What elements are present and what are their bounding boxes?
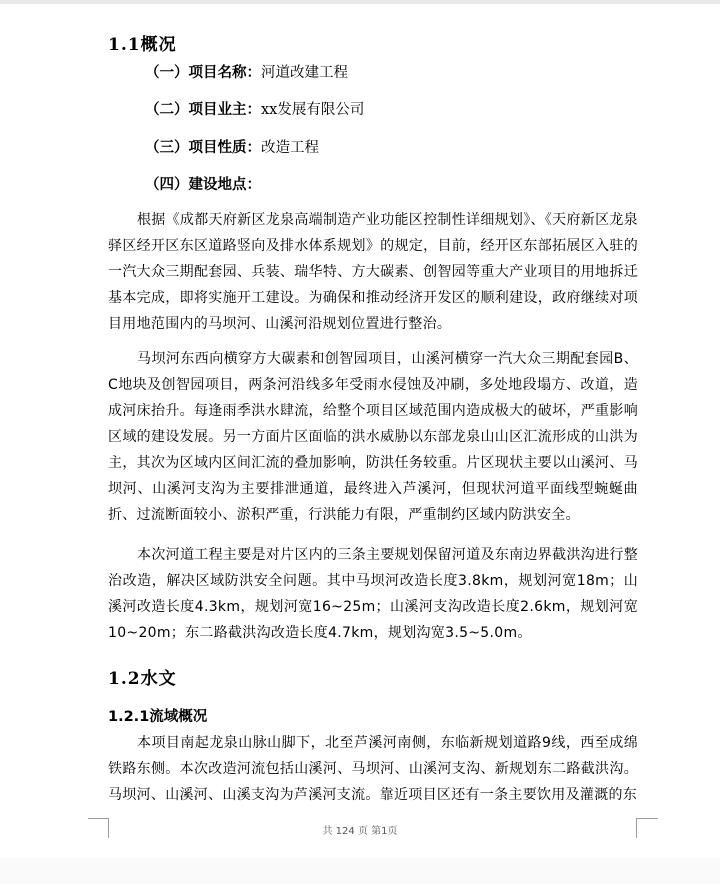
field-construction-site (145, 173, 261, 194)
margin-mark-right-h (636, 818, 658, 819)
paragraph-background: 根据《成都天府新区龙泉高端制造产业功能区控制性详细规划》、《天府新区龙泉驿区经开区东区道路竖向及排水体系规划》的规定，目前，经开区东部拓展区入驻的一汽大众三期配套园、兵装、瑞华特、方大碳素、创智园等重大产业项目的用地拆迁基本完成，即将实施开工建设。为确保和推动经济开发区的顺利建设，政府继续对项目用地范围内的马坝河、山溪河沿规划位置进行整治。 (108, 212, 638, 332)
field-label: （三）项目性质： (145, 139, 261, 156)
field-project-owner (145, 98, 364, 119)
field-project-nature (145, 136, 319, 157)
field-label: （四）建设地点： (145, 176, 261, 193)
subsection-title-basin: 1.2.1流域概况 (108, 709, 208, 725)
paragraph-river-status: 马坝河东西向横穿方大碳素和创智园项目，山溪河横穿一汽大众三期配套园B、C地块及创智园项目，两条河沿线多年受雨水侵蚀及冲刷，多处地段塌方、改道，造成河床抬升。每逢雨季洪水肆流，给整个项目区域范围内造成极大的破坏，严重影响区域的建设发展。另一方面片区面临的洪水威胁以东部龙泉山山区汇流形成的山洪为主，其次为区域内区间汇流的叠加影响，防洪任务较重。片区现状主要以山溪河、马坝河、山溪河支沟为主要排泄通道，最终进入芦溪河，但现状河道平面线型蜿蜒曲折、过流断面较小、淤积严重，行洪能力有限，严重制约区域内防洪安全。 (108, 351, 638, 523)
field-label: （一）项目名称： (145, 64, 261, 81)
field-value: 改造工程 (261, 140, 319, 156)
paragraph-basin: 本项目南起龙泉山脉山脚下，北至芦溪河南侧，东临新规划道路9线，西至成绵铁路东侧。本次改造河流包括山溪河、马坝河、山溪河支沟、新规划东二路截洪沟。马坝河、山溪河、山溪支沟为芦溪河支流。靠近项目区还有一条主要饮用及灌溉的东 (108, 735, 638, 803)
section-title-overview: 1.1概况 (108, 35, 177, 55)
top-border (0, 0, 720, 4)
page-gap (0, 858, 720, 884)
margin-mark-left-h (88, 818, 108, 819)
field-value: 河道改建工程 (261, 65, 348, 81)
paragraph-scope: 本次河道工程主要是对片区内的三条主要规划保留河道及东南边界截洪沟进行整治改造，解决区域防洪安全问题。其中马坝河改造长度3.8km，规划河宽18m；山溪河改造长度4.3km，规划河宽16~25m；山溪河支沟改造长度2.6km，规划河宽10~20m；东二路截洪沟改造长度4.7km，规划沟宽3.5~5.0m。 (108, 547, 638, 641)
field-project-name (145, 61, 348, 82)
field-label: （二）项目业主： (145, 101, 261, 118)
section-title-hydrology: 1.2水文 (108, 669, 177, 689)
page-footer: 共 124 页 第1页 (322, 826, 398, 837)
field-value: xx发展有限公司 (261, 102, 365, 118)
